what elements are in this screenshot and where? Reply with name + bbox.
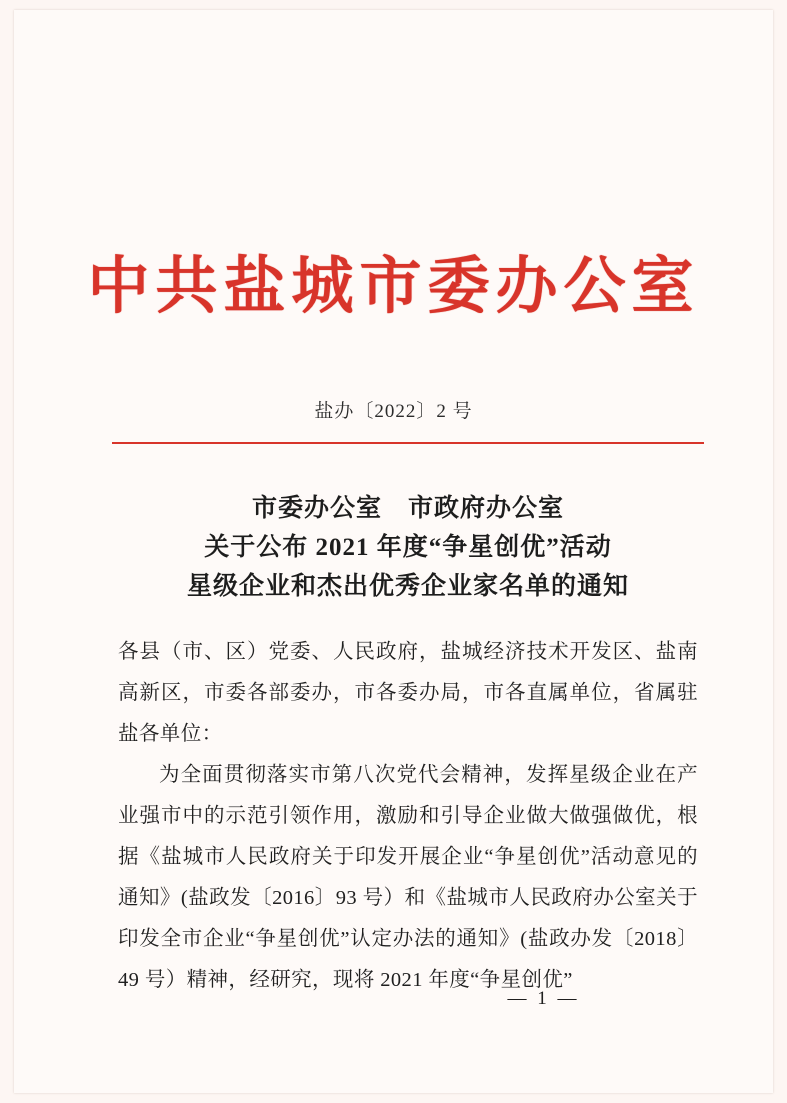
page-number: — 1 —: [507, 988, 580, 1009]
title-issuer-government: 市政府办公室: [408, 495, 565, 522]
red-divider-line: [112, 442, 704, 444]
paper-sheet: [14, 10, 773, 1093]
masthead-title: 中共盐城市委办公室: [87, 249, 700, 322]
title-line-1: [112, 490, 704, 529]
document-number: 盐办〔2022〕2 号: [314, 401, 473, 422]
document-body: [118, 632, 698, 1001]
body-paragraph-2: 为全面贯彻落实市第八次党代会精神，发挥星级企业在产业强市中的示范引领作用，激励和引导企业做大做强做优，根据《盐城市人民政府关于印发开展企业“争星创优”活动意见的通知》(盐政发〔2016〕93 号）和《盐城市人民政府办公室关于印发全市企业“争星创优”认定办法的通知》(盐政办发〔2018〕49 号）精神，经研究，现将 2021 年度“争星创优”: [118, 764, 698, 991]
body-paragraph-1: 各县（市、区）党委、人民政府，盐城经济技术开发区、盐南高新区，市委各部委办，市各委办局，市各直属单位，省属驻盐各单位：: [118, 641, 698, 745]
title-line-2: 关于公布 2021 年度“争星创优”活动: [204, 533, 612, 561]
title-issuer-party: 市委办公室: [251, 495, 382, 522]
document-title: [112, 490, 704, 606]
title-line-3: 星级企业和杰出优秀企业家名单的通知: [186, 572, 629, 600]
